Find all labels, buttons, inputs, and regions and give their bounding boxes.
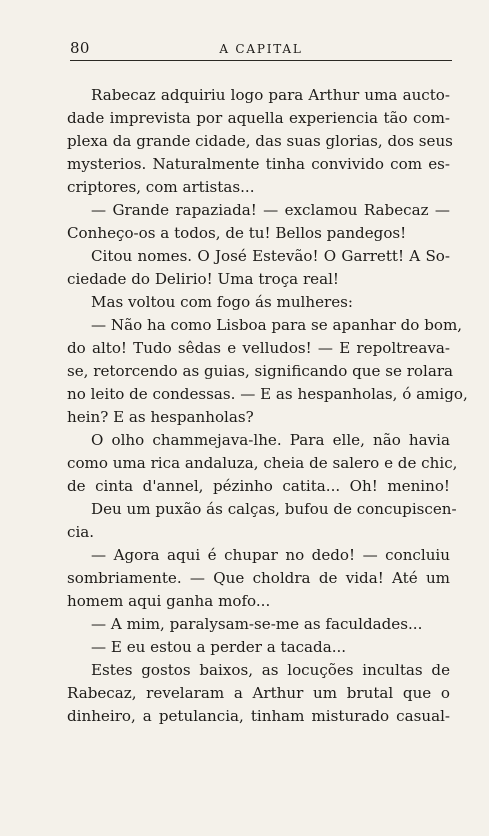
text-line: ciedade do Delirio! Uma troça real! [67, 270, 339, 288]
text-line: dade imprevista por aquella experiencia tão com- [67, 109, 450, 127]
text-line: de cinta d'annel, pézinho catita... Oh! menino! [67, 477, 450, 495]
text-line: Citou nomes. O José Estevão! O Garrett! A So- [91, 247, 450, 265]
text-line: — A mim, paralysam-se-me as faculdades... [91, 615, 423, 633]
page-number: 80 [70, 39, 90, 57]
text-line: homem aqui ganha mofo... [67, 592, 271, 610]
text-line: no leito de condessas. — E as hespanholas, ó amigo, [67, 385, 468, 403]
text-line: Deu um puxão ás calças, bufou de concupiscen- [91, 500, 457, 518]
text-line: sombriamente. — Que choldra de vida! Até um [67, 569, 450, 587]
text-line: — E eu estou a perder a tacada... [91, 638, 347, 656]
text-line: Estes gostos baixos, as locuções incultas de [91, 661, 450, 679]
text-line: dinheiro, a petulancia, tinham misturado casual- [67, 707, 450, 725]
text-line: hein? E as hespanholas? [67, 408, 254, 426]
text-line: O olho chammejava-lhe. Para elle, não havia [91, 431, 450, 449]
text-line: Rabecaz, revelaram a Arthur um brutal que o [67, 684, 450, 702]
text-line: mysterios. Naturalmente tinha convivido com es- [67, 155, 450, 173]
text-line: se, retorcendo as guias, significando que se rolara [67, 362, 454, 380]
text-line: Mas voltou com fogo ás mulheres: [91, 293, 354, 311]
text-line: como uma rica andaluza, cheia de salero e de chic, [67, 454, 458, 472]
text-line: — Agora aqui é chupar no dedo! — concluiu [91, 546, 450, 564]
text-line: Conheço-os a todos, de tu! Bellos pandegos! [67, 224, 407, 242]
running-title: A CAPITAL [219, 42, 303, 56]
text-line: criptores, com artistas... [67, 178, 255, 196]
text-line: cia. [67, 523, 95, 541]
text-line: Rabecaz adquiriu logo para Arthur uma aucto- [91, 86, 450, 104]
text-line: — Grande rapaziada! — exclamou Rabecaz — [91, 201, 450, 219]
text-line: plexa da grande cidade, das suas glorias, dos seus [67, 132, 453, 150]
page-header [70, 36, 452, 61]
text-line: do alto! Tudo sêdas e velludos! — E repoltreava- [67, 339, 450, 357]
text-line: — Não ha como Lisboa para se apanhar do bom, [91, 316, 463, 334]
